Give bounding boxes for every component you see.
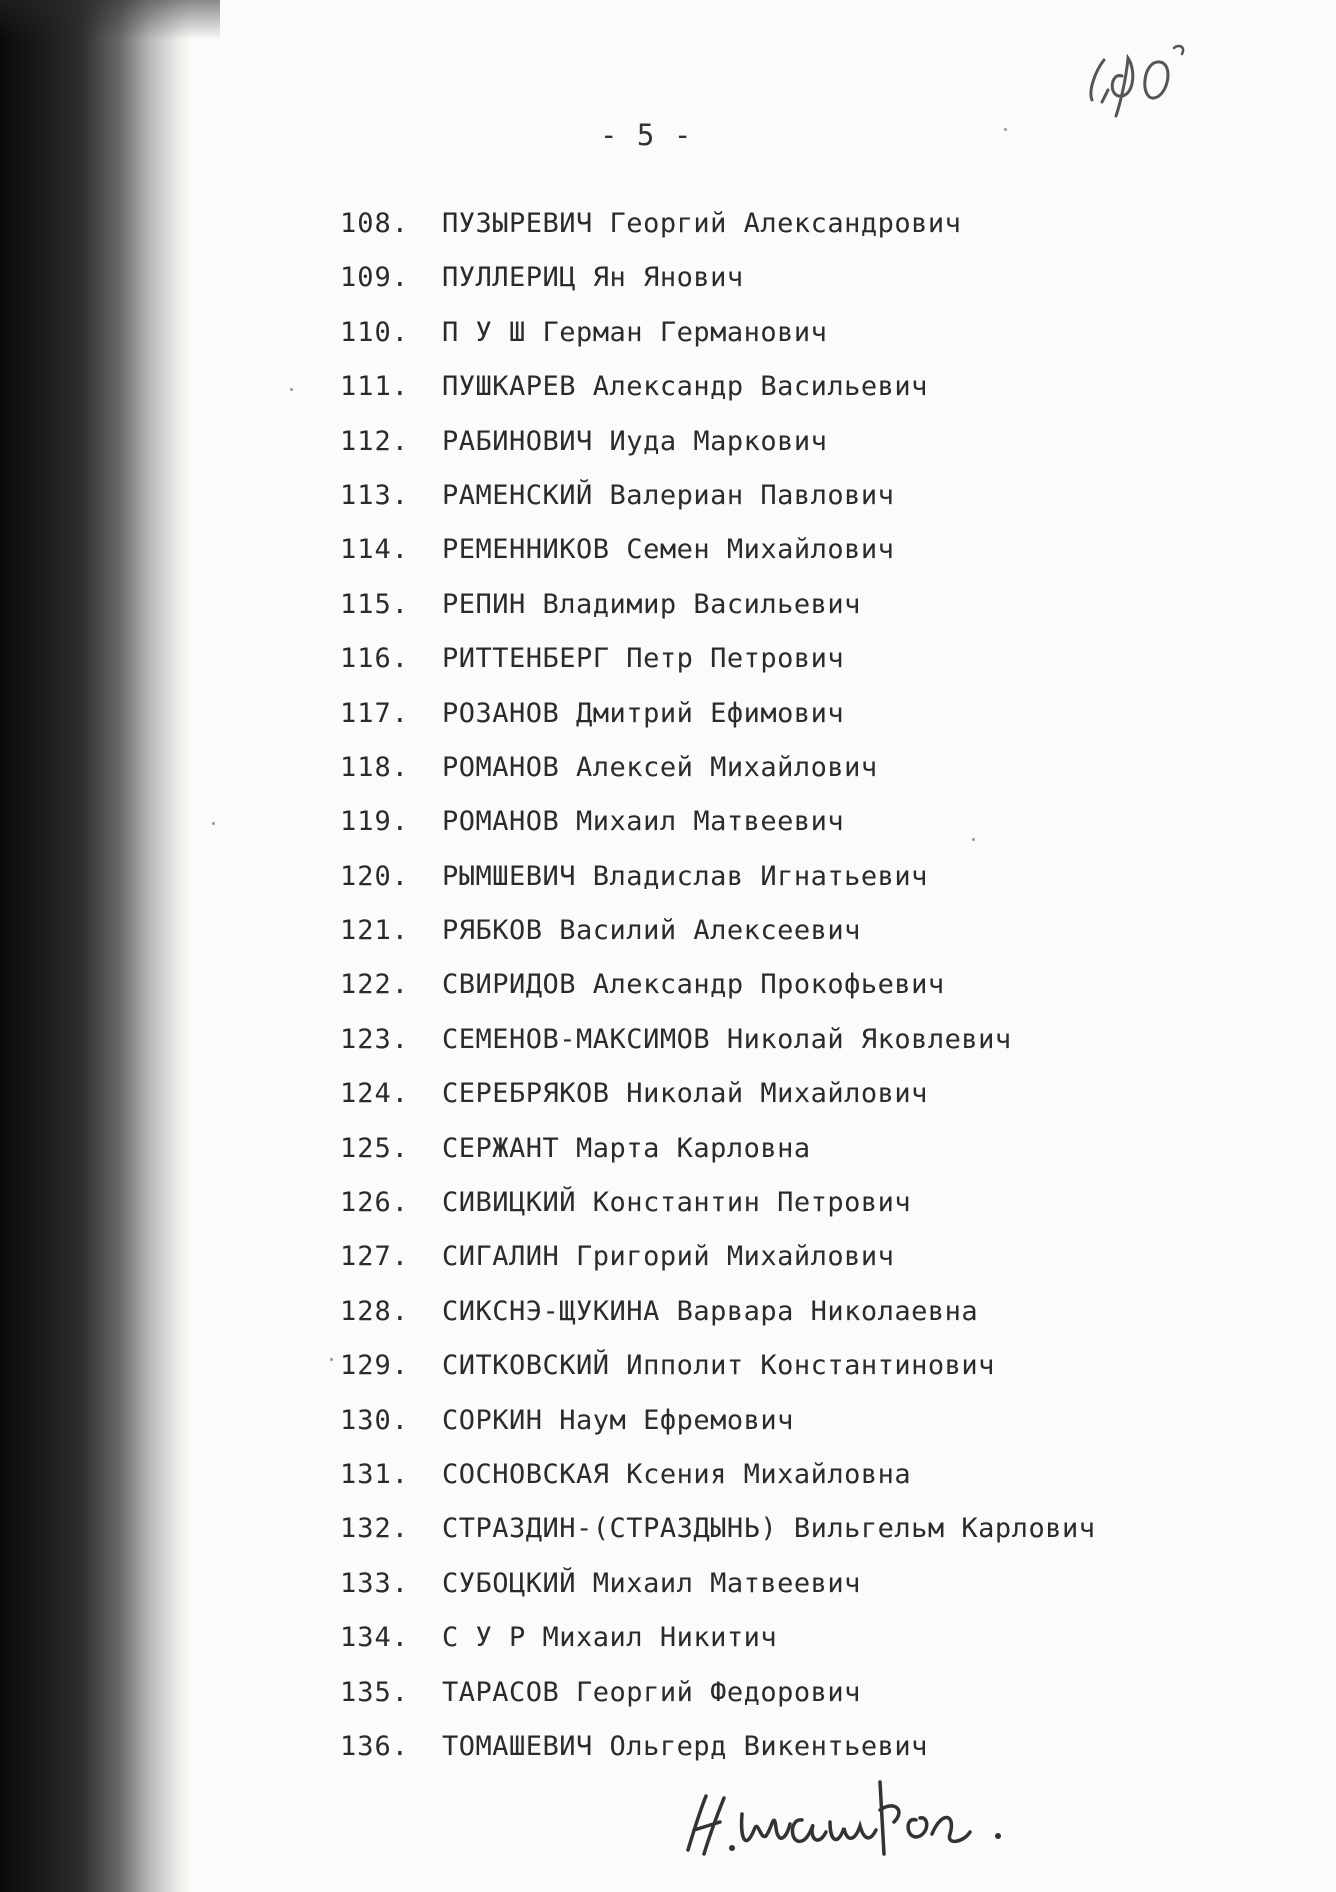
- list-item: [340, 806, 1220, 860]
- scan-speck: [1004, 128, 1007, 131]
- entry-number: 124.: [340, 1078, 410, 1110]
- entry-number: 136.: [340, 1730, 410, 1762]
- entry-number: 119.: [340, 806, 410, 838]
- list-item: [340, 1513, 1220, 1567]
- entry-number: 127.: [340, 1241, 410, 1273]
- list-item: [340, 752, 1220, 806]
- entry-name: РОМАНОВ Алексей Михайлович: [442, 751, 878, 783]
- entry-name: СИТКОВСКИЙ Ипполит Константинович: [442, 1350, 995, 1382]
- entry-number: 134.: [340, 1622, 410, 1654]
- list-item: [340, 1187, 1220, 1241]
- list-item: [340, 371, 1220, 425]
- entry-number: 113.: [340, 479, 410, 511]
- entry-number: 114.: [340, 534, 410, 566]
- entry-name: СОРКИН Наум Ефремович: [442, 1404, 794, 1436]
- scan-speck: [212, 822, 215, 825]
- entry-number: 115.: [340, 588, 410, 620]
- list-item: [340, 1677, 1220, 1731]
- entry-number: 129.: [340, 1350, 410, 1382]
- entry-name: СУБОЦКИЙ Михаил Матвеевич: [442, 1567, 861, 1599]
- entry-number: 135.: [340, 1676, 410, 1708]
- list-item: [340, 1350, 1220, 1404]
- entry-name: РИТТЕНБЕРГ Петр Петрович: [442, 643, 845, 675]
- entry-name: СИГАЛИН Григорий Михайлович: [442, 1241, 895, 1273]
- entry-name: РОМАНОВ Михаил Матвеевич: [442, 806, 845, 838]
- entry-number: 128.: [340, 1295, 410, 1327]
- list-item: [340, 915, 1220, 969]
- entry-number: 122.: [340, 969, 410, 1001]
- entry-name: РАБИНОВИЧ Иуда Маркович: [442, 425, 828, 457]
- entry-name: СИВИЦКИЙ Константин Петрович: [442, 1187, 912, 1219]
- list-item: [340, 589, 1220, 643]
- binding-shadow: [0, 0, 190, 1892]
- scan-speck: [330, 1358, 333, 1361]
- list-item: [340, 208, 1220, 262]
- list-item: [340, 861, 1220, 915]
- entry-name: СЕРЖАНТ Марта Карловна: [442, 1132, 811, 1164]
- entry-number: 112.: [340, 425, 410, 457]
- entry-number: 123.: [340, 1023, 410, 1055]
- entry-number: 109.: [340, 262, 410, 294]
- entry-number: 133.: [340, 1567, 410, 1599]
- list-item: [340, 1405, 1220, 1459]
- entry-name: СИКСНЭ-ЩУКИНА Варвара Николаевна: [442, 1295, 979, 1327]
- page-number: - 5 -: [600, 118, 693, 152]
- list-item: [340, 317, 1220, 371]
- scan-speck: [290, 388, 293, 391]
- entry-name: С У Р Михаил Никитич: [442, 1622, 778, 1654]
- entry-number: 117.: [340, 697, 410, 729]
- archive-folio-number: [1082, 40, 1192, 120]
- list-item: [340, 1133, 1220, 1187]
- list-item: [340, 1078, 1220, 1132]
- list-item: [340, 480, 1220, 534]
- entry-number: 132.: [340, 1513, 410, 1545]
- entry-name: ТАРАСОВ Георгий Федорович: [442, 1676, 861, 1708]
- entry-name: ПУШКАРЕВ Александр Васильевич: [442, 371, 928, 403]
- entry-number: 131.: [340, 1458, 410, 1490]
- entry-name: П У Ш Герман Германович: [442, 316, 828, 348]
- entry-name: ПУЛЛЕРИЦ Ян Янович: [442, 262, 744, 294]
- list-item: [340, 1296, 1220, 1350]
- list-item: [340, 262, 1220, 316]
- entry-name: РЕМЕННИКОВ Семен Михайлович: [442, 534, 895, 566]
- list-item: [340, 698, 1220, 752]
- list-item: [340, 1241, 1220, 1295]
- entry-name: ТОМАШЕВИЧ Ольгерд Викентьевич: [442, 1730, 928, 1762]
- entry-name: ПУЗЫРЕВИЧ Георгий Александрович: [442, 208, 962, 239]
- entry-number: 125.: [340, 1132, 410, 1164]
- entry-number: 120.: [340, 860, 410, 892]
- entry-number: 111.: [340, 371, 410, 403]
- entry-number: 116.: [340, 643, 410, 675]
- entry-name: РЯБКОВ Василий Алексеевич: [442, 915, 861, 947]
- entry-number: 118.: [340, 751, 410, 783]
- entry-number: 121.: [340, 915, 410, 947]
- entry-name: РАМЕНСКИЙ Валериан Павлович: [442, 479, 895, 511]
- list-item: [340, 534, 1220, 588]
- scan-edge-shadow: [0, 0, 220, 40]
- entry-name: РЫМШЕВИЧ Владислав Игнатьевич: [442, 860, 928, 892]
- entry-number: 130.: [340, 1404, 410, 1436]
- name-list: [340, 208, 1220, 1785]
- entry-name: СТРАЗДИН-(СТРАЗДЫНЬ) Вильгельм Карлович: [442, 1513, 1096, 1545]
- entry-name: СОСНОВСКАЯ Ксения Михайловна: [442, 1458, 912, 1490]
- entry-number: 108.: [340, 208, 410, 239]
- entry-name: СВИРИДОВ Александр Прокофьевич: [442, 969, 945, 1001]
- handwritten-signature: [680, 1770, 1040, 1862]
- list-item: [340, 1459, 1220, 1513]
- entry-name: РЕПИН Владимир Васильевич: [442, 588, 861, 620]
- list-item: [340, 426, 1220, 480]
- list-item: [340, 969, 1220, 1023]
- list-item: [340, 643, 1220, 697]
- entry-name: СЕРЕБРЯКОВ Николай Михайлович: [442, 1078, 928, 1110]
- list-item: [340, 1622, 1220, 1676]
- entry-name: СЕМЕНОВ-МАКСИМОВ Николай Яковлевич: [442, 1023, 1012, 1055]
- entry-number: 110.: [340, 316, 410, 348]
- entry-name: РОЗАНОВ Дмитрий Ефимович: [442, 697, 845, 729]
- list-item: [340, 1568, 1220, 1622]
- entry-number: 126.: [340, 1187, 410, 1219]
- list-item: [340, 1024, 1220, 1078]
